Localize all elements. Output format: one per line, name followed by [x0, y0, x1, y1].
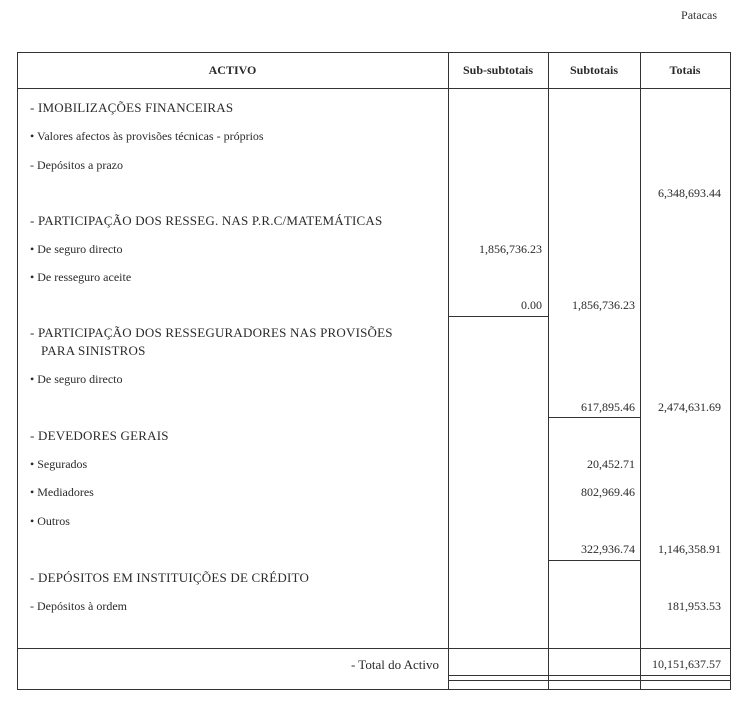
subtotal-participacao-sinistros: 617,895.46: [581, 400, 635, 414]
section-title-devedores-gerais: - DEVEDORES GERAIS: [30, 428, 169, 443]
section-title-depositos-credito: - DEPÓSITOS EM INSTITUIÇÕES DE CRÉDITO: [30, 570, 310, 585]
rule-subtotal-psin: [548, 417, 640, 418]
value-mediadores: 802,969.46: [581, 485, 635, 499]
section-title-imobilizacoes: - IMOBILIZAÇÕES FINANCEIRAS: [30, 100, 234, 115]
section-title-participacao-matematicas: - PARTICIPAÇÃO DOS RESSEG. NAS P.R.C/MATEMÁTICAS: [30, 213, 383, 228]
column-divider-3: [640, 52, 641, 689]
item-seguro-directo-2: • De seguro directo: [30, 372, 123, 386]
total-devedores-gerais: 1,146,358.91: [658, 542, 721, 556]
item-outros: • Outros: [30, 514, 70, 528]
item-depositos-ordem: - Depósitos à ordem: [30, 599, 127, 613]
total-depositos: 181,953.53: [667, 599, 721, 613]
column-divider-2: [548, 52, 549, 689]
item-segurados: • Segurados: [30, 457, 88, 471]
item-valores-afectos: • Valores afectos às provisões técnicas - próprios: [30, 129, 264, 143]
header-divider: [17, 88, 731, 89]
column-divider-1: [448, 52, 449, 689]
header-activo: ACTIVO: [208, 63, 257, 77]
balance-table: [17, 52, 731, 690]
item-resseguro-aceite: • De resseguro aceite: [30, 270, 132, 284]
total-participacoes: 2,474,631.69: [658, 400, 721, 414]
header-totais: Totais: [669, 63, 701, 77]
item-depositos-prazo: - Depósitos a prazo: [30, 158, 123, 172]
double-rule-1: [448, 675, 730, 676]
double-rule-2: [448, 680, 730, 681]
total-activo-label: - Total do Activo: [350, 657, 439, 672]
value-segurados: 20,452.71: [587, 457, 635, 471]
footer-divider: [17, 648, 731, 649]
header-subtotais: Subtotais: [569, 63, 619, 77]
header-sub-subtotais: Sub-subtotais: [462, 63, 534, 77]
subtotal-participacao-matematicas: 1,856,736.23: [572, 298, 635, 312]
section-title-participacao-sinistros-2: PARA SINISTROS: [41, 343, 146, 358]
total-imobilizacoes: 6,348,693.44: [658, 186, 721, 200]
section-title-participacao-sinistros-1: - PARTICIPAÇÃO DOS RESSEGURADORES NAS PROVISÕES: [30, 325, 393, 340]
rule-subtotal-dev: [548, 560, 640, 561]
subsub-seguro-directo-1: 1,856,736.23: [479, 242, 542, 256]
subtotal-outros: 322,936.74: [581, 542, 635, 556]
rule-subsub-pmat: [448, 316, 548, 317]
item-mediadores: • Mediadores: [30, 485, 94, 499]
subsub-resseguro-aceite: 0.00: [521, 298, 542, 312]
item-seguro-directo-1: • De seguro directo: [30, 242, 123, 256]
currency-label: Patacas: [681, 8, 717, 22]
total-activo-value: 10,151,637.57: [652, 657, 721, 671]
